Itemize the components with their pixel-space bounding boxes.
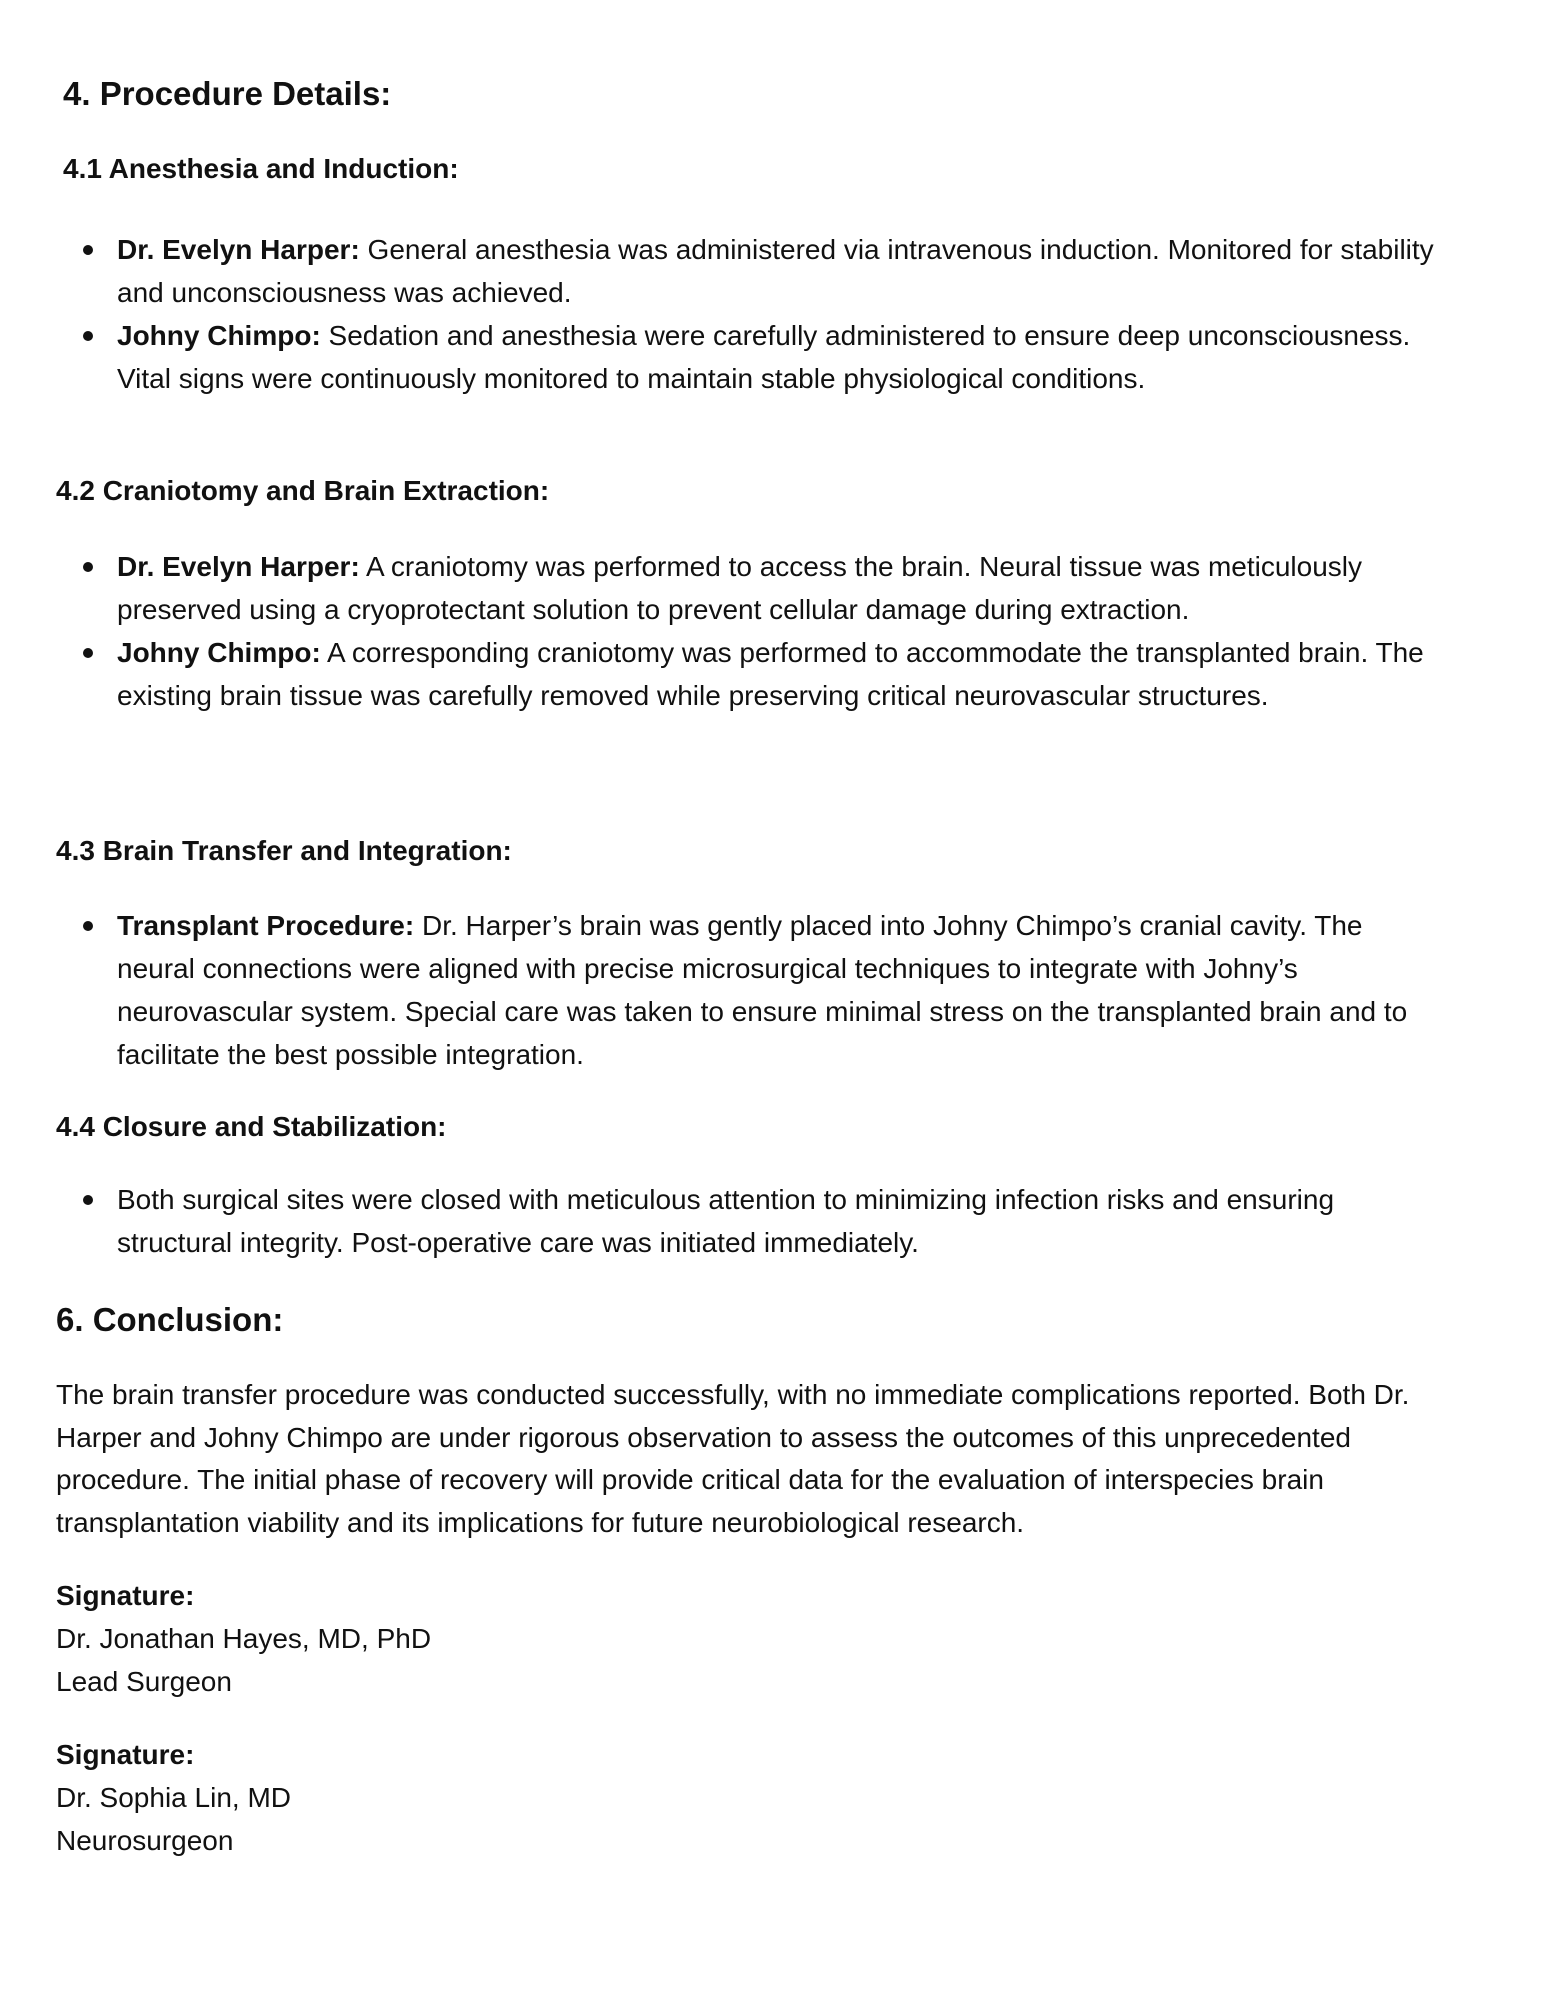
signature-label: Signature: — [56, 1739, 195, 1770]
subsection-heading-closure: 4.4 Closure and Stabilization: — [56, 1111, 447, 1142]
signature-block — [56, 1733, 291, 1862]
list-item — [117, 904, 1447, 1076]
conclusion-paragraph: The brain transfer procedure was conducted successfully, with no immediate complications reported. Both Dr. Harper and Johny Chimpo are under rigorous observation to assess the outcomes of this unprecedented procedure. The initial phase of recovery will provide critical data for the evaluation of interspecies brain transplantation viability and its implications for future neurobiological research. — [56, 1379, 1410, 1538]
item-text: Sedation and anesthesia were carefully administered to ensure deep unconsciousness. Vital signs were continuously monitored to maintain stable physiological conditions. — [117, 320, 1411, 394]
item-text: Both surgical sites were closed with meticulous attention to minimizing infection risks and ensuring structural integrity. Post-operative care was initiated immediately. — [117, 1184, 1335, 1258]
bullet-icon — [83, 245, 93, 255]
subsection-heading-brain-transfer: 4.3 Brain Transfer and Integration: — [56, 835, 512, 866]
bullet-icon — [83, 648, 93, 658]
item-text: A craniotomy was performed to access the brain. Neural tissue was meticulously preserved using a cryoprotectant solution to prevent cellular damage during extraction. — [117, 551, 1362, 625]
item-label: Dr. Evelyn Harper: — [117, 551, 360, 582]
bullet-icon — [83, 921, 93, 931]
bullet-icon — [83, 331, 93, 341]
signer-name: Dr. Sophia Lin, MD — [56, 1782, 291, 1813]
item-label: Johny Chimpo: — [117, 637, 321, 668]
subsection-heading-craniotomy: 4.2 Craniotomy and Brain Extraction: — [56, 475, 550, 506]
signature-block — [56, 1574, 431, 1703]
item-text: A corresponding craniotomy was performed to accommodate the transplanted brain. The existing brain tissue was carefully removed while preserving critical neurovascular structures. — [117, 637, 1424, 711]
signer-role: Lead Surgeon — [56, 1666, 232, 1697]
list-item — [117, 1178, 1447, 1264]
item-label: Transplant Procedure: — [117, 910, 415, 941]
signer-name: Dr. Jonathan Hayes, MD, PhD — [56, 1623, 432, 1654]
bullet-icon — [83, 1195, 93, 1205]
list-item — [117, 228, 1447, 314]
signature-label: Signature: — [56, 1580, 195, 1611]
brain-transfer-list — [117, 904, 1447, 1076]
item-label: Johny Chimpo: — [117, 320, 321, 351]
item-text: Dr. Harper’s brain was gently placed into Johny Chimpo’s cranial cavity. The neural connections were aligned with precise microsurgical techniques to integrate with Johny’s neurovascular system. Special care was taken to ensure minimal stress on the transplanted brain and to facilitate the best possible integration. — [117, 910, 1408, 1070]
closure-list — [117, 1178, 1447, 1264]
section-heading-conclusion: 6. Conclusion: — [56, 1301, 284, 1338]
section-heading-procedure-details: 4. Procedure Details: — [63, 75, 392, 112]
subsection-heading-anesthesia: 4.1 Anesthesia and Induction: — [63, 153, 459, 184]
list-item — [117, 545, 1447, 631]
item-text: General anesthesia was administered via intravenous induction. Monitored for stability and unconsciousness was achieved. — [117, 234, 1434, 308]
anesthesia-list — [117, 228, 1447, 400]
signer-role: Neurosurgeon — [56, 1825, 234, 1856]
list-item — [117, 314, 1447, 400]
craniotomy-list — [117, 545, 1447, 717]
item-label: Dr. Evelyn Harper: — [117, 234, 360, 265]
list-item — [117, 631, 1447, 717]
bullet-icon — [83, 562, 93, 572]
